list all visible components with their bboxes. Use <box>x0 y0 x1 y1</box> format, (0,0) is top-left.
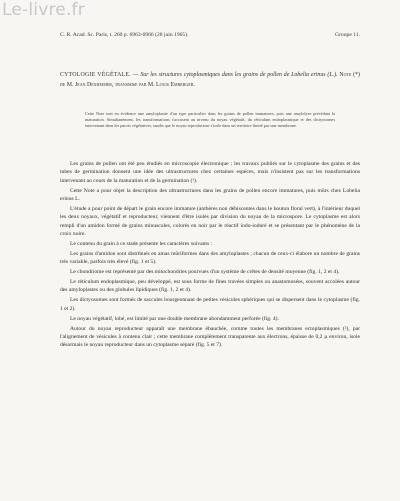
paragraph: Le noyau végétatif, lobé, est limité par une double membrane abondamment perforée (fig. 4). <box>70 315 279 322</box>
group-label: Groupe 11. <box>335 32 360 38</box>
section-heading: CYTOLOGIE VÉGÉTALE. <box>60 72 131 78</box>
paragraph: Le chondriome est représenté par des mitochondries pourvues d'un système de crêtes de densité moyenne (fig. 1, 2 et 4). <box>70 269 340 276</box>
paragraph: Les grains d'amidon sont distribués en amas mûriformes dans des amyloplastes ; chacun de ceux-ci élabore un nombre de grains très variable, parfois très élevé (fig. 1 et 5). <box>60 250 360 266</box>
paragraph: L'étude a pour point de départ le grain encore immature (anthères non déhiscentes dans le bouton floral vert), à l'intérieur duquel les deux noyaux, végétatif et reproducteur, viennent d'être isolés par division du noyau de la microspore. Le cytoplasme est alors rempli d'un amidon formé de grains minuscules, colorés en noir par le réactif iodo-ioduré et se présentant par le phénomène de la croix noire. <box>60 205 360 237</box>
article-topic: Sur les structures cytoplasmiques dans les grains de pollen de Lobelia erinus (L.). <box>140 72 338 78</box>
paragraph: Cette Note a pour objet la description des ultrastructures dans les grains de pollen encore immatures, puis mûrs chez Lobelia erinus L. <box>60 187 360 202</box>
paragraph: Le réticulum endoplasmique, peu développé, est sous forme de fines travées simples ou anastomosées, souvent accolées autour des amyloplastes ou des globules lipidiques (fig. 1, 2 et 4). <box>60 279 360 294</box>
article-body <box>60 160 360 351</box>
paragraph: Les dictyosomes sont formés de saccules bourgeonnant de petites vésicules sphériques qui se dispersent dans le cytoplasme (fig. 1 et 2). <box>60 297 360 312</box>
journal-reference: C. R. Acad. Sc. Paris, t. 260 p. 6963-6966 (28 juin 1965). <box>60 32 189 38</box>
watermark-text: Le-livre.fr <box>2 0 85 20</box>
article-title-block: CYTOLOGIE VÉGÉTALE. — Sur les structures cytoplasmiques dans les grains de pollen de Lobelia erinus (L.). Note (*) de M. Jean Dexheimer, transmise par M. Louis Emberger. <box>60 72 361 88</box>
abstract: Cette Note met en évidence une amyloplastie d'un type particulier dans les grains de pollen immatures, puis une amylolyse précédant la maturation. Simultanément, les transformations s'accusent au niveau du noyau végétatif, du réticulum endoplasmique et des dictyosomes intervenant dans les parois végétatives, tandis que le noyau reproducteur s'isole dans un territoire limité par une membrane. <box>85 111 335 129</box>
paragraph: Les grains de pollen ont été peu étudiés en microscopie électronique ; les travaux publiés sur le cytoplasme des grains et des tubes de germination donnent une idée des ultrastructures chez certaines espèces, mais n'insistent pas sur les transformations intervenant au cours de la maturation et de la germination (¹). <box>60 161 360 184</box>
paragraph: Le contenu du grain à ce stade présente les caractères suivants : <box>70 240 213 247</box>
author-note: Note (*) de M. Jean Dexheimer, transmise par M. Louis Emberger. <box>60 72 361 88</box>
paragraph: Autour du noyau reproducteur apparaît une membrane ébauchée, comme toutes les membranes ectoplasmiques (²), par l'alignement de vésicules à contenu clair ; cette membrane complètement transparente aux électrons, épaisse de 0,2 µ environ, isole désormais le noyau reproducteur dans un cytoplasme séparé (fig. 5 et 7). <box>60 325 360 349</box>
